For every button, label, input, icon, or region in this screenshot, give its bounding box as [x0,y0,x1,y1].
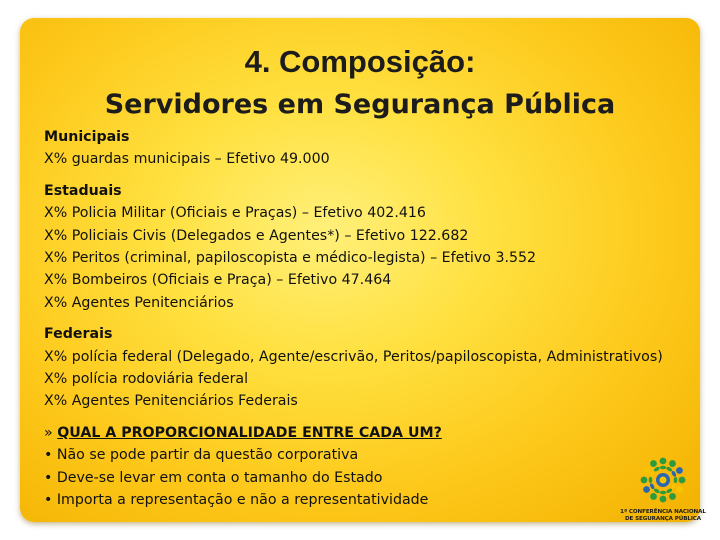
slide-title: 4. Composição: [244,44,476,79]
list-item: X% Policia Militar (Oficiais e Praças) – Efetivo 402.416 [44,205,426,222]
logo-figure-head [643,486,650,493]
logo-figure-head [650,493,657,500]
section-heading: Federais [44,326,113,343]
logo-figure-body [649,477,653,483]
list-item: X% Peritos (criminal, papiloscopista e médico-legista) – Efetivo 3.552 [44,250,537,267]
logo-figure-head [660,458,667,465]
slide [20,18,706,522]
logo-figure-body [660,491,666,495]
logo-figure-body [671,470,677,477]
slide-subtitle: Servidores em Segurança Pública [104,89,616,120]
logo-figure-head [650,460,657,467]
conference-logo [618,454,708,526]
logo-figure-body [666,488,673,494]
logo-figure-head [660,496,667,503]
list-item: X% Bombeiros (Oficiais e Praça) – Efetivo 47.464 [44,272,392,289]
question-text: QUAL A PROPORCIONALIDADE ENTRE CADA UM? [57,424,442,441]
logo-caption-line: 1ª CONFERÊNCIA NACIONAL [620,509,706,515]
list-item: X% polícia rodoviária federal [44,371,249,388]
bullet-item: • Importa a representação e não a representatividade [44,492,429,509]
logo-figure-head [669,493,676,500]
section-heading: Municipais [44,129,130,145]
question-marker: » [44,424,53,441]
logo-figure-head [643,467,650,474]
logo-figure-head [641,477,648,484]
section-municipais [44,126,694,171]
section-federais [44,323,694,413]
logo-figure-body [660,466,666,470]
list-item: X% Policiais Civis (Delegados e Agentes*) – Efetivo 122.682 [44,227,469,244]
logo-figure-head [669,460,676,467]
conference-logo-icon [635,454,691,508]
question-heading [44,422,694,444]
logo-figure-body [649,483,655,490]
bullet-item: • Não se pode partir da questão corporativa [44,447,359,464]
list-item: X% polícia federal (Delegado, Agente/escrivão, Peritos/papiloscopista, Administrativos) [44,348,663,365]
list-item: X% guardas municipais – Efetivo 49.000 [44,151,330,168]
logo-figure-body [671,483,677,490]
logo-figure-body [649,470,655,477]
logo-figure-body [653,488,660,494]
logo-figure-body [666,466,673,472]
logo-figure-body [674,477,678,483]
bullet-item: • Deve-se levar em conta o tamanho do Estado [44,469,383,486]
section-heading: Estaduais [44,182,122,199]
logo-figure-head [679,477,686,484]
list-item: X% Agentes Penitenciários [44,294,234,311]
list-item: X% Agentes Penitenciários Federais [44,393,298,410]
logo-figure-head [676,486,683,493]
section-question [44,422,694,512]
logo-figure-body [653,466,660,472]
section-estaduais [44,180,694,314]
logo-figure-head [676,467,683,474]
logo-caption [618,509,708,523]
slide-body [44,126,694,512]
logo-caption-line: DE SEGURANÇA PÚBLICA [624,516,702,522]
